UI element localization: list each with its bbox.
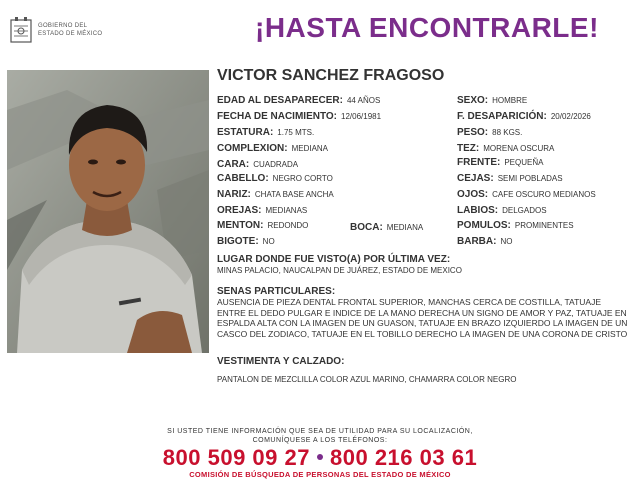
estatura-label: ESTATURA: bbox=[217, 127, 274, 138]
lugar-text: MINAS PALACIO, NAUCALPAN DE JUÁREZ, ESTADO DE MEXICO bbox=[217, 266, 462, 275]
field-boca bbox=[350, 222, 423, 233]
phone-2[interactable]: 800 216 03 61 bbox=[330, 445, 478, 470]
cabello-label: CABELLO: bbox=[217, 173, 269, 184]
estatura-value: 1.75 MTS. bbox=[277, 128, 315, 137]
orejas-value: MEDIANAS bbox=[265, 206, 308, 215]
field-complexion bbox=[217, 143, 328, 154]
field-pomulos bbox=[457, 220, 574, 231]
gov-line-2: ESTADO DE MÉXICO bbox=[38, 31, 103, 37]
bigote-value: NO bbox=[262, 237, 275, 246]
headline: ¡HASTA ENCONTRARLE! bbox=[255, 12, 599, 43]
tez-value: MORENA OSCURA bbox=[483, 144, 555, 153]
labios-value: DELGADOS bbox=[502, 206, 547, 215]
peso-value: 88 KGS. bbox=[492, 128, 523, 137]
field-orejas bbox=[217, 205, 307, 216]
field-bigote bbox=[217, 236, 275, 247]
field-ojos bbox=[457, 189, 596, 200]
frente-value: PEQUEÑA bbox=[504, 158, 544, 167]
vestimenta-title: VESTIMENTA Y CALZADO: bbox=[217, 356, 345, 367]
field-cabello bbox=[217, 173, 333, 184]
boca-value: MEDIANA bbox=[386, 223, 424, 232]
desaparicion-label: F. DESAPARICIÓN: bbox=[457, 111, 547, 122]
desaparicion-value: 20/02/2026 bbox=[550, 112, 591, 121]
phone-numbers bbox=[0, 445, 640, 471]
nacimiento-value: 12/06/1981 bbox=[341, 112, 382, 121]
barba-label: BARBA: bbox=[457, 236, 497, 247]
pomulos-value: PROMINENTES bbox=[514, 221, 574, 230]
boca-label: BOCA: bbox=[350, 222, 383, 233]
barba-value: NO bbox=[500, 237, 513, 246]
field-tez bbox=[457, 143, 554, 154]
complexion-label: COMPLEXION: bbox=[217, 143, 288, 154]
pomulos-label: POMULOS: bbox=[457, 220, 511, 231]
gov-line-1: GOBIERNO DEL bbox=[38, 23, 88, 29]
field-frente bbox=[457, 157, 543, 168]
tez-label: TEZ: bbox=[457, 143, 480, 154]
cara-value: CUADRADA bbox=[253, 160, 299, 169]
cejas-value: SEMI POBLADAS bbox=[497, 174, 563, 183]
ojos-value: CAFE OSCURO MEDIANOS bbox=[492, 190, 596, 199]
person-name: VICTOR SANCHEZ FRAGOSO bbox=[217, 67, 445, 84]
menton-value: REDONDO bbox=[267, 221, 309, 230]
edad-value: 44 AÑOS bbox=[346, 96, 381, 105]
edad-label: EDAD AL DESAPARECER: bbox=[217, 95, 343, 106]
nariz-label: NARIZ: bbox=[217, 189, 251, 200]
bigote-label: BIGOTE: bbox=[217, 236, 259, 247]
commission-name: COMISIÓN DE BÚSQUEDA DE PERSONAS DEL ESTADO DE MÉXICO bbox=[189, 470, 451, 479]
field-sexo bbox=[457, 95, 527, 106]
phone-1[interactable]: 800 509 09 27 bbox=[162, 445, 310, 470]
ojos-label: OJOS: bbox=[457, 189, 489, 200]
missing-person-photo bbox=[7, 70, 209, 353]
field-barba bbox=[457, 236, 512, 247]
field-cejas bbox=[457, 173, 563, 184]
cabello-value: NEGRO CORTO bbox=[272, 174, 333, 183]
field-menton bbox=[217, 220, 308, 231]
field-cara bbox=[217, 159, 298, 170]
vestimenta-text: PANTALON DE MEZCLILLA COLOR AZUL MARINO, CHAMARRA COLOR NEGRO bbox=[217, 375, 517, 384]
separator-dot-icon bbox=[317, 454, 323, 460]
field-estatura bbox=[217, 127, 314, 138]
nacimiento-label: FECHA DE NACIMIENTO: bbox=[217, 111, 337, 122]
field-edad bbox=[217, 95, 380, 106]
field-labios bbox=[457, 205, 547, 216]
nariz-value: CHATA BASE ANCHA bbox=[254, 190, 334, 199]
frente-label: FRENTE: bbox=[457, 157, 501, 168]
state-emblem-icon bbox=[8, 16, 34, 46]
field-desaparicion bbox=[457, 111, 591, 122]
cejas-label: CEJAS: bbox=[457, 173, 494, 184]
field-peso bbox=[457, 127, 522, 138]
government-logo bbox=[8, 14, 128, 50]
contact-note-1: SI USTED TIENE INFORMACIÓN QUE SEA DE UTILIDAD PARA SU LOCALIZACIÓN, bbox=[167, 428, 473, 435]
senas-text: AUSENCIA DE PIEZA DENTAL FRONTAL SUPERIOR, MANCHAS CERCA DE COSTILLA, TATUAJE ENTRE EL DEDO PULGAR E INDICE DE LA MANO DERECHA UN SIGNO DE AMOR Y PAZ, TATUAJE EN ESPALDA ALTA CON LA IMAGEN DE UN GUASON, TATUAJE EN BRAZO IZQUIERDO LA IMAGEN DE UN CASCO DEL ZODIACO, TATUAJE EN EL TOBILLO DERECHO LA IMAGEN DE UNA CORONA DE CRISTO bbox=[217, 297, 628, 339]
peso-label: PESO: bbox=[457, 127, 489, 138]
lugar-title: LUGAR DONDE FUE VISTO(A) POR ÚLTIMA VEZ: bbox=[217, 254, 451, 265]
contact-note-2: COMUNÍQUESE A LOS TELÉFONOS: bbox=[252, 437, 388, 444]
sexo-value: HOMBRE bbox=[492, 96, 528, 105]
field-nariz bbox=[217, 189, 334, 200]
senas-title: SENAS PARTICULARES: bbox=[217, 286, 336, 297]
cara-label: CARA: bbox=[217, 159, 250, 170]
sexo-label: SEXO: bbox=[457, 95, 489, 106]
complexion-value: MEDIANA bbox=[291, 144, 329, 153]
menton-label: MENTON: bbox=[217, 220, 264, 231]
orejas-label: OREJAS: bbox=[217, 205, 262, 216]
labios-label: LABIOS: bbox=[457, 205, 499, 216]
field-nacimiento bbox=[217, 111, 381, 122]
